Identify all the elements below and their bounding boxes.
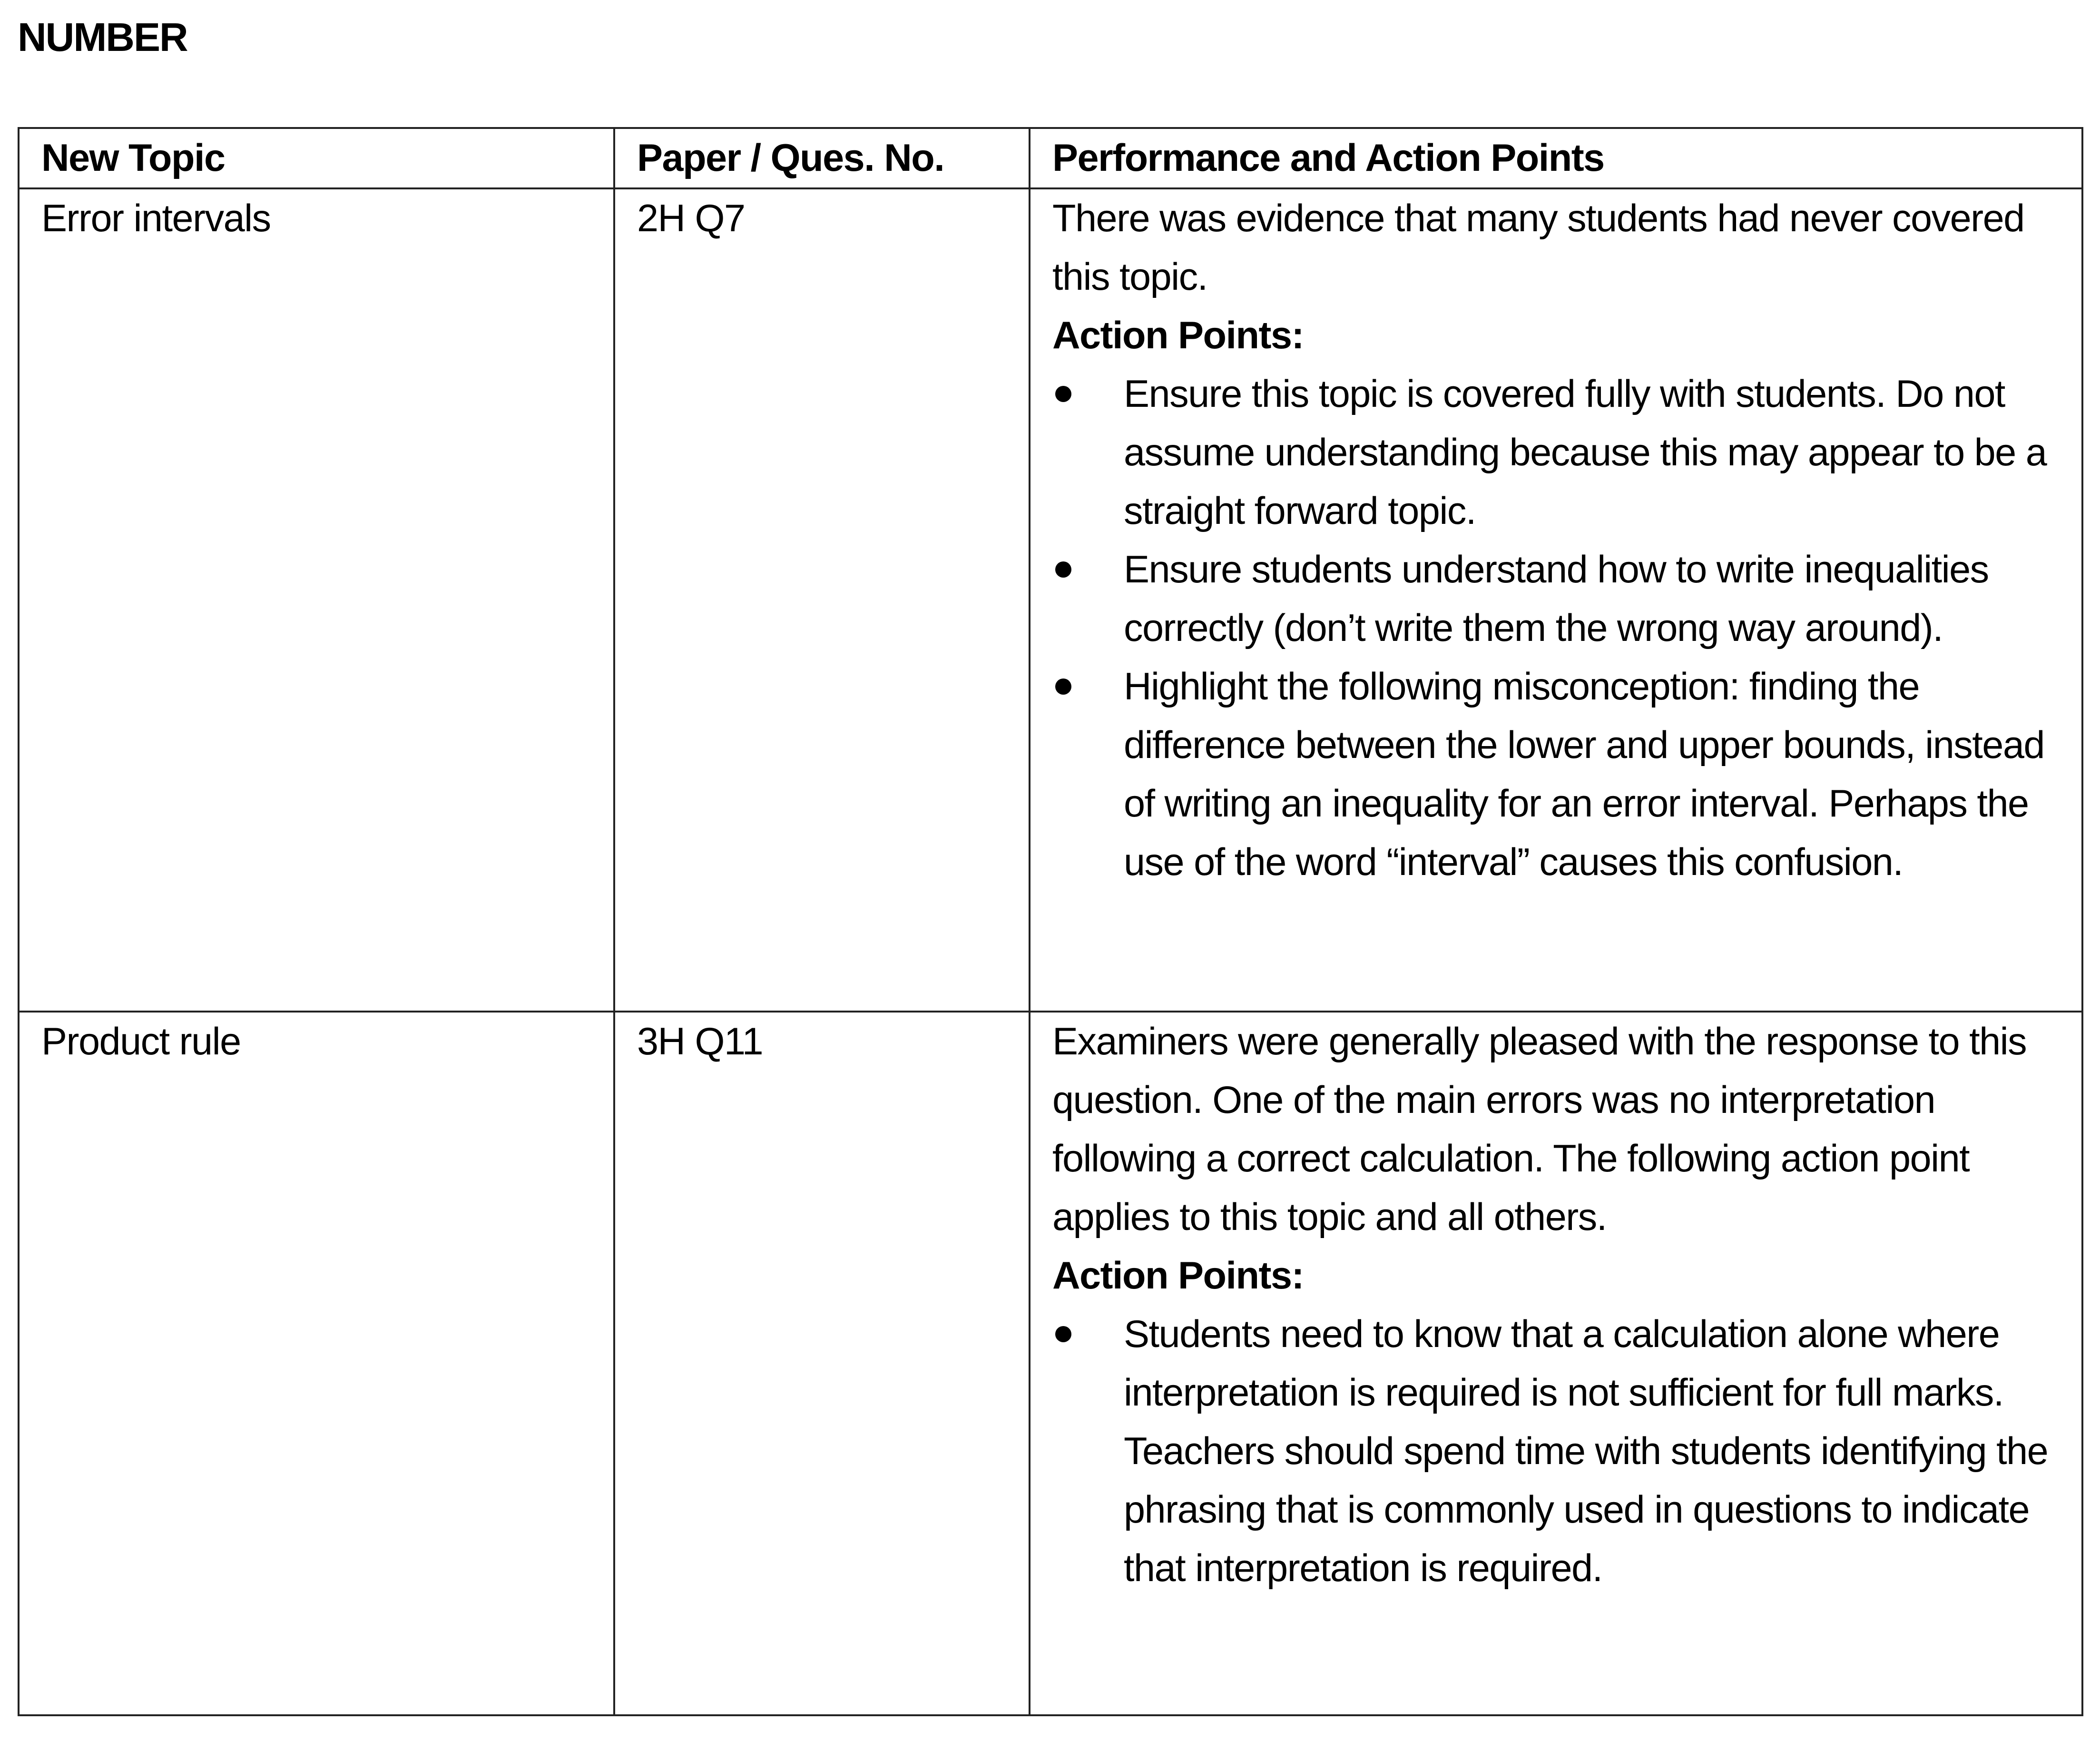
- list-item: [1052, 1305, 2062, 1598]
- summary-text: Examiners were generally pleased with the response to this question. One of the main errors was no interpretation following a correct calculation. The following action point applies to this topic and all others.: [1052, 1020, 2027, 1239]
- summary-text: There was evidence that many students had never covered this topic.: [1052, 197, 2024, 298]
- action-points-label: Action Points:: [1052, 314, 1304, 357]
- bullet-text: Highlight the following misconception: finding the difference between the lower and upper bounds, instead of writing an inequality for an error interval. Perhaps the use of the word “interval” causes this confusion.: [1124, 665, 2044, 884]
- section-title: NUMBER: [18, 15, 187, 59]
- topic-cell: Product rule: [19, 1012, 614, 1715]
- bullet-text: Ensure this topic is covered fully with students. Do not assume understanding because this may appear to be a straight forward topic.: [1124, 373, 2047, 532]
- bullet-text: Students need to know that a calculation alone where interpretation is required is not sufficient for full marks. Teachers should spend time with students identifying the phrasing that is commonly used in questions to indicate that interpretation is required.: [1124, 1313, 2048, 1590]
- header-paper-question: Paper / Ques. No.: [614, 128, 1030, 188]
- header-performance: Performance and Action Points: [1030, 128, 2082, 188]
- header-new-topic: New Topic: [19, 128, 614, 188]
- action-points-list: [1052, 365, 2062, 892]
- list-item: [1052, 365, 2062, 541]
- paper-cell: 2H Q7: [614, 188, 1030, 1012]
- performance-cell: [1030, 188, 2082, 1012]
- action-points-list: [1052, 1305, 2062, 1598]
- paper-cell: 3H Q11: [614, 1012, 1030, 1715]
- table-row: [19, 1012, 2082, 1715]
- table-header-row: [19, 128, 2082, 188]
- table-row: [19, 188, 2082, 1012]
- list-item: [1052, 658, 2062, 892]
- topic-cell: Error intervals: [19, 188, 614, 1012]
- bullet-text: Ensure students understand how to write inequalities correctly (don’t write them the wrong way around).: [1124, 548, 1989, 649]
- topics-table: [18, 127, 2083, 1716]
- performance-cell: [1030, 1012, 2082, 1715]
- list-item: [1052, 541, 2062, 658]
- action-points-label: Action Points:: [1052, 1254, 1304, 1297]
